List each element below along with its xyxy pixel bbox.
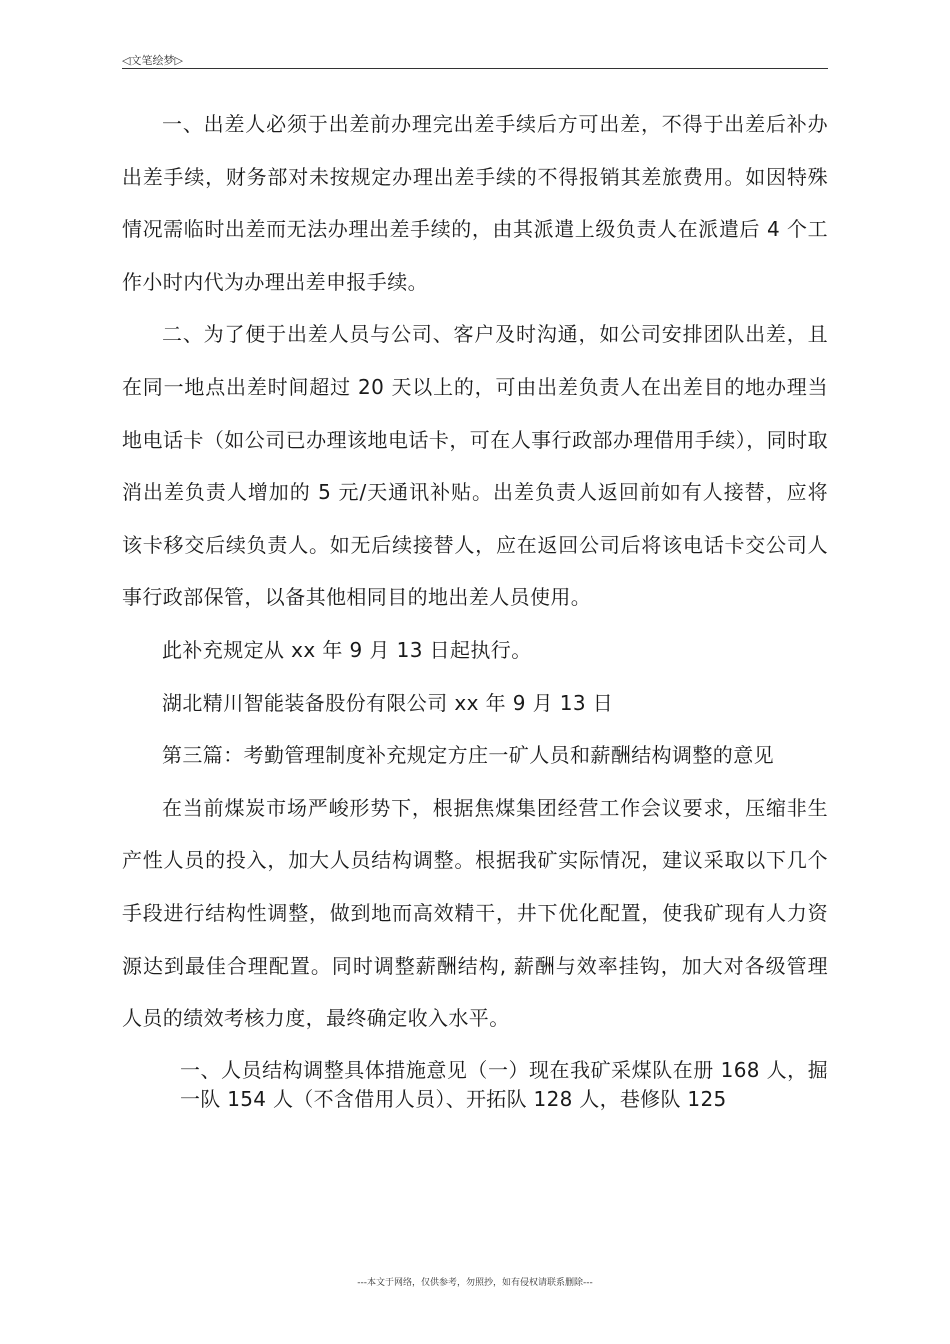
paragraph-personnel-measures: 一、人员结构调整具体措施意见（一）现在我矿采煤队在册 168 人，掘一队 154 人（不含借用人员）、开拓队 128 人，巷修队 125	[180, 1057, 828, 1111]
paragraph-business-trip-procedure: 一、出差人必须于出差前办理完出差手续后方可出差，不得于出差后补办出差手续，财务部对未按规定办理出差手续的不得报销其差旅费用。如因特殊情况需临时出差而无法办理出差手续的，由其派遣上级负责人在派遣后 4 个工作小时内代为办理出差申报手续。	[122, 112, 828, 294]
paragraph-company-signature: 湖北精川智能装备股份有限公司 xx 年 9 月 13 日	[162, 690, 614, 715]
section-heading-part-three: 第三篇：考勤管理制度补充规定方庄一矿人员和薪酬结构调整的意见	[162, 743, 774, 768]
paragraph-phone-card-rule: 二、为了便于出差人员与公司、客户及时沟通，如公司安排团队出差，且在同一地点出差时间超过 20 天以上的，可由出差负责人在出差目的地办理当地电话卡（如公司已办理该地电话卡，可在人事行政部办理借用手续），同时取消出差负责人增加的 5 元/天通讯补贴。出差负责人返回前如有人接替，应将该卡移交后续负责人。如无后续接替人，应在返回公司后将该电话卡交公司人事行政部保管，以备其他相同目的地出差人员使用。	[122, 322, 828, 610]
paragraph-effective-date: 此补充规定从 xx 年 9 月 13 日起执行。	[162, 637, 532, 662]
page-footer: ---本文于网络，仅供参考，勿照抄，如有侵权请联系删除---	[357, 1278, 593, 1288]
paragraph-structure-adjustment: 在当前煤炭市场严峻形势下，根据焦煤集团经营工作会议要求，压缩非生产性人员的投入，加大人员结构调整。根据我矿实际情况，建议采取以下几个手段进行结构性调整，做到地而高效精干，井下优化配置，使我矿现有人力资源达到最佳合理配置。同时调整薪酬结构, 薪酬与效率挂钩，加大对各级管理人员的绩效考核力度，最终确定收入水平。	[122, 795, 828, 1031]
document-body	[122, 98, 828, 1114]
header-divider	[122, 68, 828, 69]
page-header: ◁文笔绘梦▷	[122, 54, 183, 67]
